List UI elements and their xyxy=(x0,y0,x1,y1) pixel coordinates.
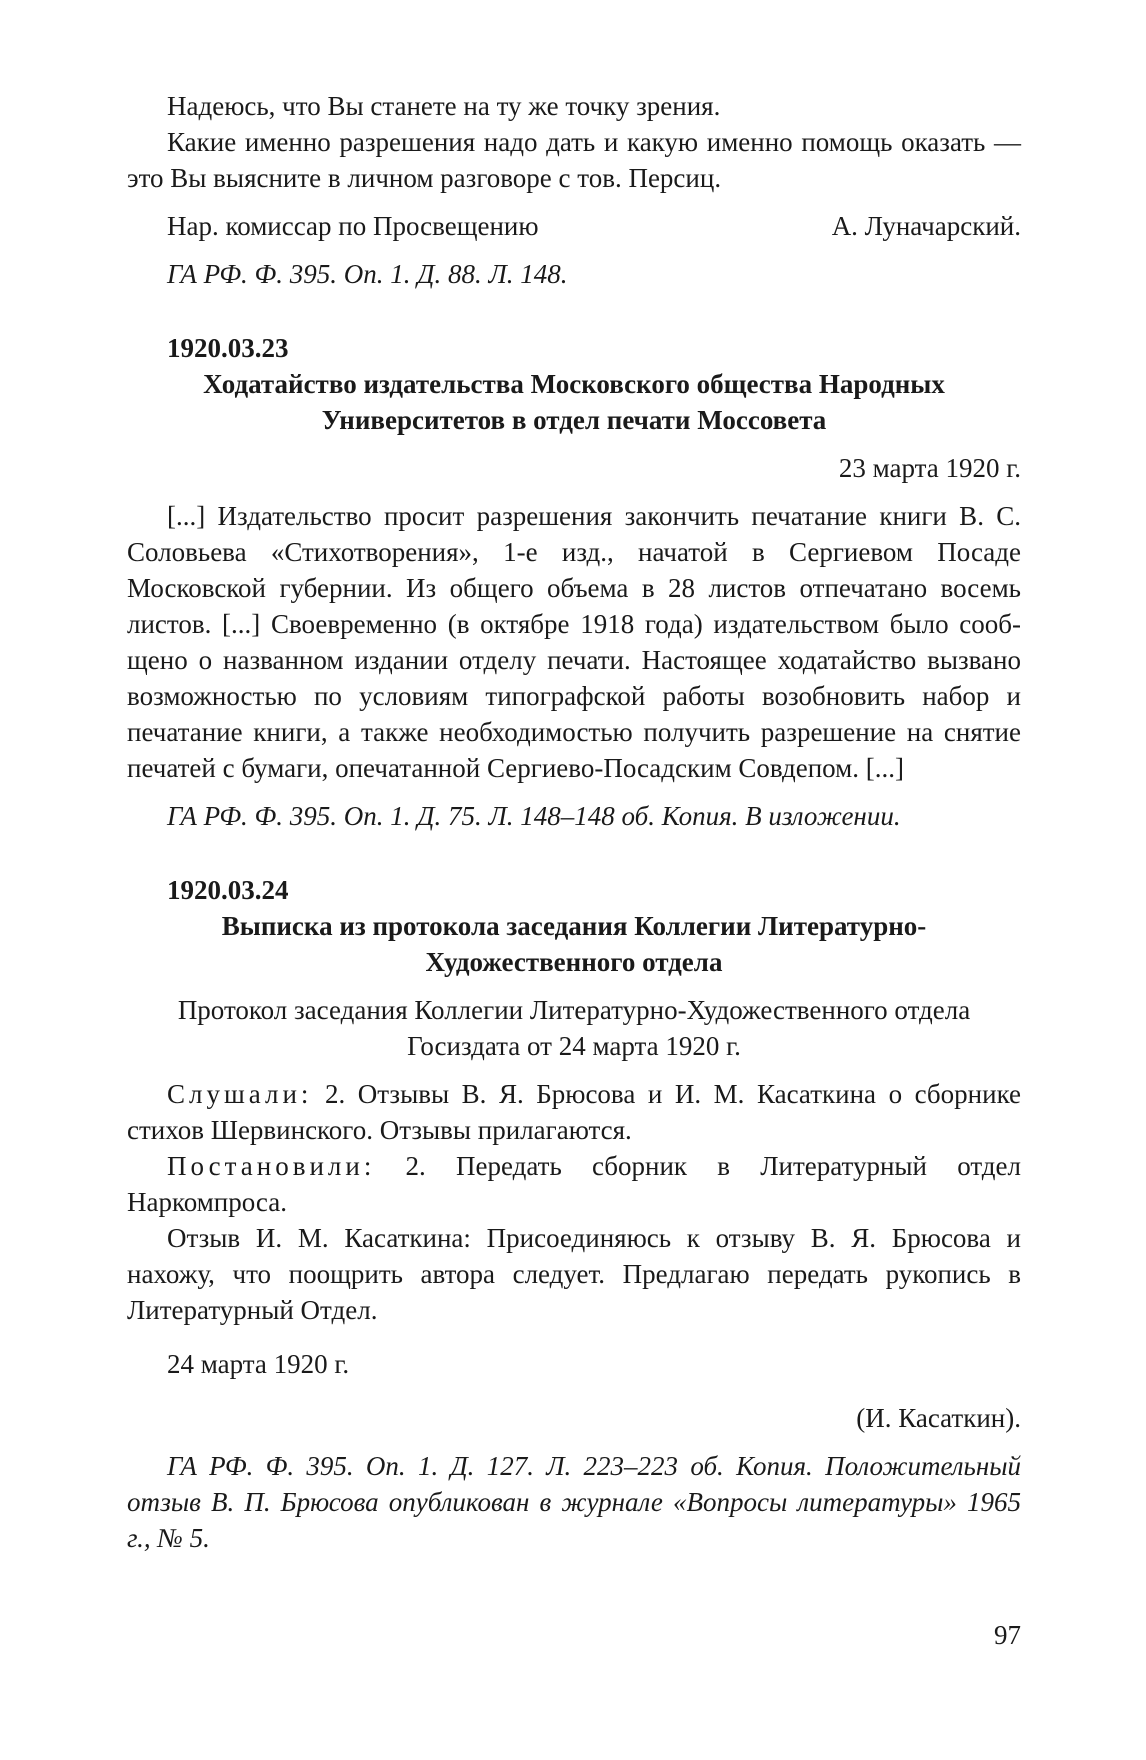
signature-row xyxy=(127,208,1021,244)
document-title-1-line-1: Ходатайство издательства Московского общества Народных xyxy=(203,369,945,399)
heard-paragraph xyxy=(127,1076,1021,1148)
archive-reference-3: ГА РФ. Ф. 395. Оп. 1. Д. 127. Л. 223–223 об. Копия. Положительный отзыв В. П. Брюсова опубликован в журнале «Вопросы литературы» 1965 г., № 5. xyxy=(127,1451,1021,1553)
document-id-1: 1920.03.23 xyxy=(167,333,289,363)
page-number: 97 xyxy=(994,1620,1021,1650)
resolved-label: Постановили: xyxy=(167,1151,376,1181)
document-title-2-line-1: Выписка из протокола заседания Коллегии Литературно- xyxy=(221,911,927,941)
signature-position: Нар. комиссар по Просвещению xyxy=(167,211,539,241)
document-page xyxy=(127,88,1021,1556)
signature-name: А. Луначарский. xyxy=(831,211,1021,241)
document-title-2-line-2: Художественного отдела xyxy=(425,947,723,977)
document-date-2: 24 марта 1920 г. xyxy=(167,1349,350,1379)
document-title-1-line-2: Университетов в отдел печати Моссовета xyxy=(321,405,827,435)
review-paragraph: Отзыв И. М. Касаткина: Присоединяюсь к отзыву В. Я. Брюсова и нахожу, что поощрить автора следует. Предлагаю передать рукопись в Литературный Отдел. xyxy=(127,1223,1021,1325)
heard-label: Слушали: xyxy=(167,1079,313,1109)
signature-kasatkin: (И. Касаткин). xyxy=(856,1403,1021,1433)
document-subtitle-line-1: Протокол заседания Коллегии Литературно-Художественного отдела xyxy=(177,995,971,1025)
archive-reference-2: ГА РФ. Ф. 395. Оп. 1. Д. 75. Л. 148–148 об. Копия. В изложении. xyxy=(167,801,901,831)
document-body-1: [...] Издательство просит разрешения закончить печатание книги В. С. Соловьева «Стихотворения», 1-е изд., начатой в Сергиевом Посаде Московской губернии. Из общего объема в 28 листов отпечатано восемь листов. [...] Своевременно (в октябре 1918 года) издательством было сообщено о названном издании отделу печати. Настоящее ходатайство вызвано возможностью по условиям типографской работы возобновить набор и печатание книги, а также необходимостью получить разрешение на снятие печатей с бумаги, опечатанной Сергиево-Посадским Совдепом. [...] xyxy=(127,501,1021,783)
document-subtitle-line-2: Госиздата от 24 марта 1920 г. xyxy=(407,1031,741,1061)
continuation-line-2: Какие именно разрешения надо дать и какую именно помощь оказать — это Вы выясните в личном разговоре с тов. Персиц. xyxy=(127,127,1021,193)
heard-text: 2. Отзывы В. Я. Брюсова и И. М. Касаткина о сборнике стихов Шервинского. Отзывы прилагаются. xyxy=(127,1079,1021,1145)
continuation-line-1: Надеюсь, что Вы станете на ту же точку зрения. xyxy=(167,91,721,121)
resolved-paragraph xyxy=(127,1148,1021,1220)
document-date-1: 23 марта 1920 г. xyxy=(838,453,1021,483)
archive-reference-1: ГА РФ. Ф. 395. Оп. 1. Д. 88. Л. 148. xyxy=(167,259,568,289)
resolved-text: 2. Передать сборник в Литературный отдел Наркомпроса. xyxy=(127,1151,1021,1217)
document-id-2: 1920.03.24 xyxy=(167,875,289,905)
